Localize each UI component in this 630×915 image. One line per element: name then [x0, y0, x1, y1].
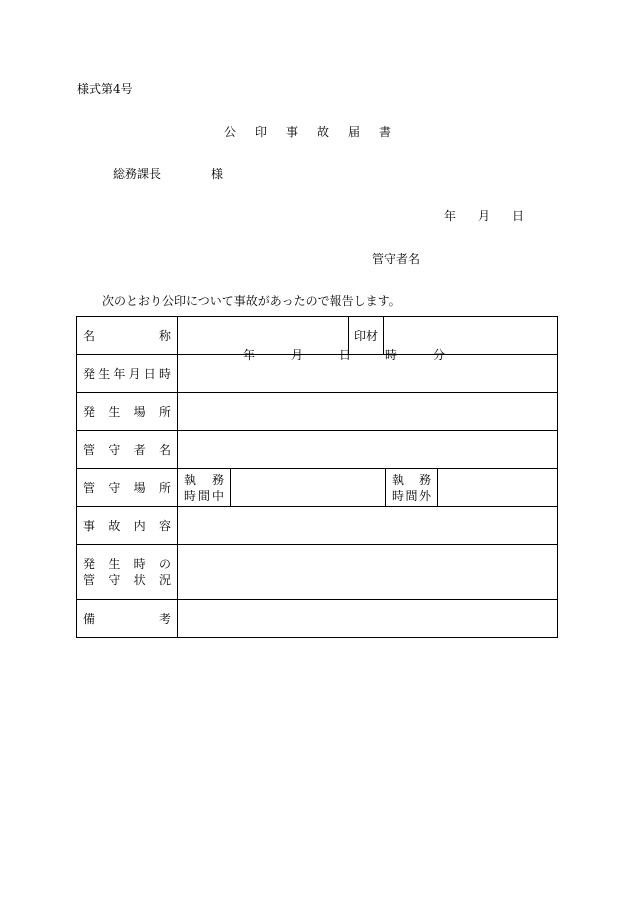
- label-char: 守: [108, 573, 121, 587]
- label-char: 発: [83, 404, 96, 419]
- label-char: 守: [108, 480, 121, 495]
- row-keeper-name: [77, 431, 558, 469]
- label-char: 名: [158, 442, 171, 457]
- label-char: 間: [405, 488, 418, 503]
- row-content: [77, 507, 558, 545]
- label-char: 生: [108, 557, 121, 571]
- label-char: 務: [418, 472, 431, 487]
- label-char: 名: [83, 328, 96, 343]
- label-char: の: [158, 557, 171, 571]
- material-value-cell[interactable]: [384, 317, 558, 355]
- title-char: 公: [224, 125, 237, 139]
- addressee-name: 総務課長: [113, 167, 162, 181]
- label-char: 者: [133, 442, 146, 457]
- off-duty-label-cell: [386, 469, 438, 507]
- label-char: 発: [83, 557, 96, 571]
- label-char: 月: [128, 366, 141, 381]
- label-char: 場: [133, 480, 146, 495]
- unit-day: 日: [339, 348, 352, 362]
- date-line: [444, 208, 524, 224]
- on-duty-label-cell: [178, 469, 231, 507]
- datetime-label-cell: [77, 355, 178, 393]
- label-char: 内: [133, 518, 146, 533]
- label-char: 務: [211, 472, 224, 487]
- storage-label-cell: [77, 469, 178, 507]
- content-value-cell[interactable]: [178, 507, 558, 545]
- label-char: 称: [158, 328, 171, 343]
- datetime-value-cell[interactable]: [178, 348, 558, 393]
- document-title: [224, 124, 410, 140]
- unit-year: 年: [243, 348, 256, 362]
- title-char: 故: [317, 125, 330, 139]
- label-char: 外: [418, 488, 431, 503]
- status-value-cell[interactable]: [178, 545, 558, 600]
- label-char: 事: [83, 518, 96, 533]
- label-char: 所: [158, 480, 171, 495]
- row-name: [77, 317, 558, 355]
- label-char: 況: [158, 573, 171, 587]
- addressee-honorific: 様: [211, 167, 224, 181]
- label-char: 執: [184, 472, 197, 487]
- on-duty-value-cell[interactable]: [231, 469, 386, 507]
- label-char: 管: [83, 573, 96, 587]
- addressee-line: [113, 166, 223, 182]
- title-char: 印: [255, 125, 268, 139]
- off-duty-value-cell[interactable]: [438, 469, 558, 507]
- report-table: [76, 316, 558, 638]
- label-char: 管: [83, 480, 96, 495]
- label-char: 守: [108, 442, 121, 457]
- row-storage: [77, 469, 558, 507]
- row-datetime: [77, 355, 558, 393]
- remarks-value-cell[interactable]: [178, 600, 558, 638]
- date-month: 月: [478, 209, 491, 223]
- row-place: [77, 393, 558, 431]
- remarks-label-cell: [77, 600, 178, 638]
- label-char: 状: [133, 573, 146, 587]
- label-char: 時: [158, 366, 171, 381]
- label-char: 日: [143, 366, 156, 381]
- label-char: 生: [98, 366, 111, 381]
- label-char: 中: [211, 488, 224, 503]
- place-label-cell: [77, 393, 178, 431]
- label-char: 執: [392, 472, 405, 487]
- label-char: 考: [158, 611, 171, 626]
- label-char: 備: [83, 611, 96, 626]
- label-char: 時: [133, 557, 146, 571]
- keeper-name-label-cell: [77, 431, 178, 469]
- label-char: 間: [197, 488, 210, 503]
- unit-hour: 時: [385, 348, 398, 362]
- title-char: 書: [379, 125, 392, 139]
- label-char: 発: [83, 366, 96, 381]
- label-char: 時: [184, 488, 197, 503]
- unit-minute: 分: [433, 348, 446, 362]
- place-value-cell[interactable]: [178, 393, 558, 431]
- label-char: 容: [158, 518, 171, 533]
- label-char: 故: [108, 518, 121, 533]
- material-label-cell: [349, 317, 384, 355]
- intro-text: 次のとおり公印について事故があったので報告します。: [102, 294, 401, 308]
- status-label-cell: [77, 545, 178, 600]
- label-char: 所: [158, 404, 171, 419]
- name-value-cell[interactable]: [178, 317, 349, 355]
- row-status: [77, 545, 558, 600]
- date-day: 日: [512, 209, 525, 223]
- keeper-name-label: 管守者名: [372, 252, 421, 266]
- title-char: 事: [286, 125, 299, 139]
- label-char: 年: [113, 366, 126, 381]
- label-char: 管: [83, 442, 96, 457]
- form-number: 様式第4号: [77, 82, 133, 96]
- unit-month: 月: [291, 348, 304, 362]
- date-year: 年: [444, 209, 457, 223]
- row-remarks: [77, 600, 558, 638]
- content-label-cell: [77, 507, 178, 545]
- label-char: 生: [108, 404, 121, 419]
- title-char: 届: [348, 125, 361, 139]
- label-char: 時: [392, 488, 405, 503]
- name-label-cell: [77, 317, 178, 355]
- keeper-name-value-cell[interactable]: [178, 431, 558, 469]
- label-char: 場: [133, 404, 146, 419]
- material-label: 印材: [354, 329, 379, 343]
